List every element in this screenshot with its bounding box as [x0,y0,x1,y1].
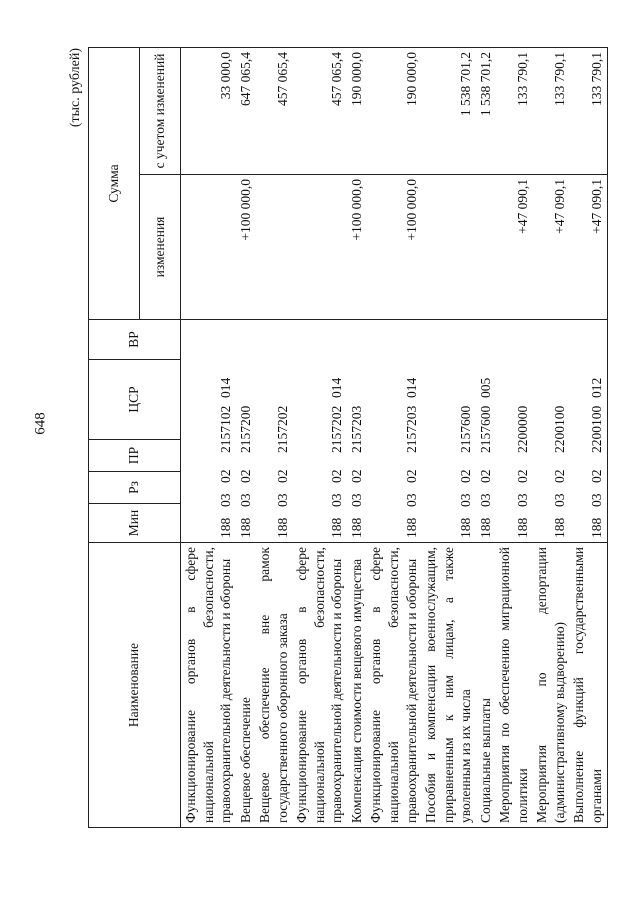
row-name: Выполнение функций государственными органами [569,543,607,828]
row-pr: 02 [477,469,493,483]
row-codes [476,320,496,543]
row-total: 647 065,4 [236,47,256,174]
header-with-changes: с учетом изменений [140,47,181,174]
row-pr: 02 [551,469,567,483]
row-vr [514,368,532,398]
row-codes [255,320,292,543]
row-total: 133 790,1 [569,47,607,174]
header-sum: Сумма [89,47,140,319]
row-csr: 2200100 [551,405,567,453]
row-pr: 02 [403,469,419,483]
row-csr: 2157202 [274,405,290,453]
row-change [476,175,496,320]
row-name: Функционирование органов в сфере национальной безопасности, правоохранительной деятельности и обороны [366,543,421,828]
row-min: 188 [514,517,530,538]
row-rz: 03 [237,493,253,507]
row-name: Функционирование органов в сфере национальной безопасности, правоохранительной деятельности и обороны [292,543,347,828]
row-codes [366,320,421,543]
row-min: 188 [237,517,253,538]
row-total: 133 790,1 [495,47,532,174]
row-pr: 02 [274,469,290,483]
row-pr: 02 [218,469,234,483]
row-change [421,175,476,320]
row-rz: 03 [329,493,345,507]
units-label: (тыс. рублей) [68,48,83,128]
row-name: Функционирование органов в сфере национальной безопасности, правоохранительной деятельности и обороны [181,543,236,828]
table-row [181,47,236,827]
header-min: Мин [89,504,181,543]
row-vr: 012 [589,377,605,398]
row-name: Пособия и компенсации военнослужащим, приравненным к ним лицам, а также уволенным из их числа [421,543,476,828]
header-csr: ЦСР [89,360,181,440]
row-name: Социальные выплаты [476,543,496,828]
row-change: +100 000,0 [366,175,421,320]
row-csr: 2157600 [458,405,474,453]
row-vr: 014 [218,377,234,398]
row-codes [495,320,532,543]
row-vr [237,368,255,398]
row-min: 188 [274,517,290,538]
row-vr: 005 [477,377,493,398]
table-row [292,47,347,827]
row-pr: 02 [458,469,474,483]
row-pr: 02 [348,469,364,483]
row-vr [457,368,475,398]
row-min: 188 [458,517,474,538]
row-csr: 2157102 [218,405,234,453]
row-codes [532,320,569,543]
row-min: 188 [403,517,419,538]
row-csr: 2157200 [237,405,253,453]
row-rz: 03 [477,493,493,507]
row-total: 133 790,1 [532,47,569,174]
page-number: 648 [32,412,49,435]
row-pr: 02 [329,469,345,483]
table-row [236,47,256,827]
table-row [495,47,532,827]
row-name: Мероприятия по обеспечению миграционной политики [495,543,532,828]
row-min: 188 [348,517,364,538]
row-rz: 03 [348,493,364,507]
row-csr: 2157203 [403,405,419,453]
row-codes [181,320,236,543]
row-min: 188 [218,517,234,538]
row-rz: 03 [274,493,290,507]
table-row [569,47,607,827]
row-vr [274,368,292,398]
row-change: +47 090,1 [495,175,532,320]
row-min: 188 [477,517,493,538]
header-name: Наименование [89,543,181,828]
header-pr: ПР [89,440,181,472]
row-name: Компенсация стоимости вещевого имущества [347,543,367,828]
header-change: изменения [140,175,181,320]
row-name: Вещевое обеспечение вне рамок государственного оборонного заказа [255,543,292,828]
row-csr: 2157203 [348,405,364,453]
row-pr: 02 [237,469,253,483]
budget-sheet [68,48,633,828]
row-name: Мероприятия по депортации (административному выдворению) [532,543,569,828]
row-codes [569,320,607,543]
row-codes [236,320,256,543]
row-change: +100 000,0 [236,175,256,320]
row-min: 188 [329,517,345,538]
row-csr: 2200100 [589,405,605,453]
header-vr: ВР [89,320,181,360]
row-total: 1 538 701,2 [476,47,496,174]
row-total: 457 065,4 [255,47,292,174]
row-vr: 014 [403,377,419,398]
table-row [347,47,367,827]
row-pr: 02 [514,469,530,483]
row-rz: 03 [218,493,234,507]
row-vr: 014 [329,377,345,398]
row-rz: 03 [514,493,530,507]
table-row [255,47,292,827]
row-rz: 03 [551,493,567,507]
row-rz: 03 [403,493,419,507]
row-change: +47 090,1 [569,175,607,320]
header-rz: Рз [89,472,181,504]
row-rz: 03 [589,493,605,507]
row-change [255,175,292,320]
row-change: +47 090,1 [532,175,569,320]
table-row [476,47,496,827]
row-change [181,175,236,320]
row-total: 1 538 701,2 [421,47,476,174]
row-total: 33 000,0 [181,47,236,174]
row-rz: 03 [458,493,474,507]
row-total: 190 000,0 [366,47,421,174]
row-csr: 2157202 [329,405,345,453]
row-vr [551,368,569,398]
budget-table [88,47,608,828]
row-csr: 2157600 [477,405,493,453]
row-min: 188 [551,517,567,538]
row-codes [347,320,367,543]
row-codes [292,320,347,543]
row-name: Вещевое обеспечение [236,543,256,828]
row-csr: 2200000 [514,405,530,453]
row-change: +100 000,0 [347,175,367,320]
table-row [532,47,569,827]
row-vr [348,368,366,398]
row-pr: 02 [589,469,605,483]
row-codes [421,320,476,543]
row-total: 457 065,4 [292,47,347,174]
table-row [421,47,476,827]
row-min: 188 [589,517,605,538]
row-change [292,175,347,320]
row-total: 190 000,0 [347,47,367,174]
table-row [366,47,421,827]
